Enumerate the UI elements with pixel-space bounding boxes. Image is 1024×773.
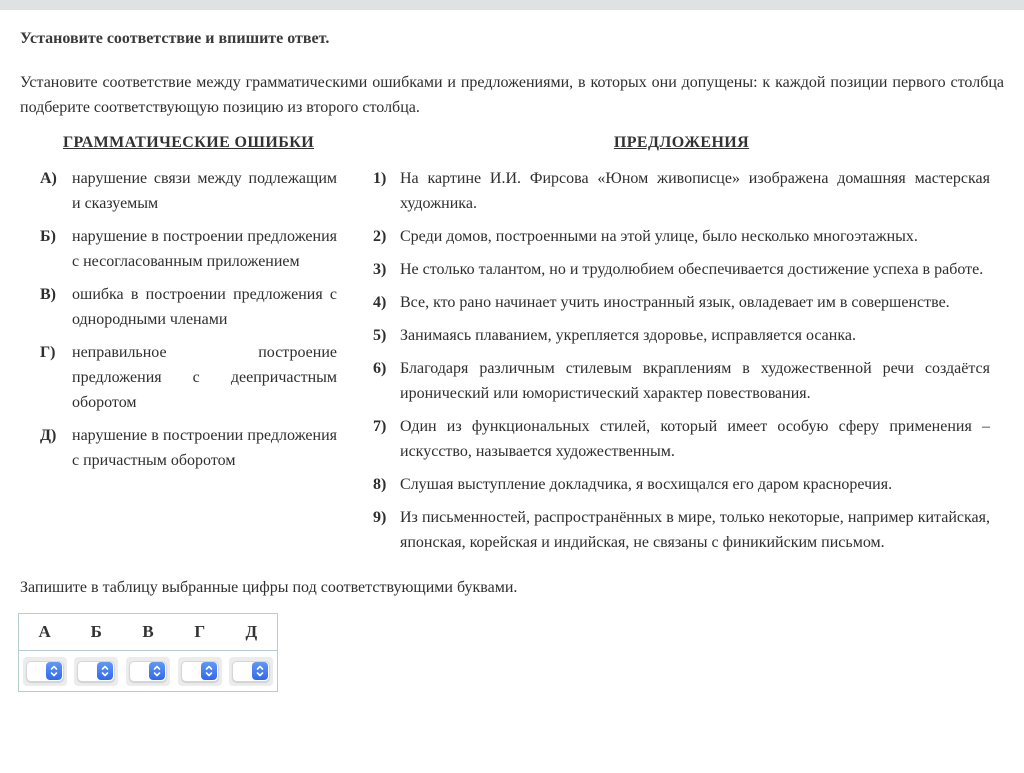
answer-instruction-text: Запишите в таблицу выбранные цифры под соответствующими буквами. bbox=[20, 579, 518, 596]
page-title: Установите соответствие и впишите ответ. bbox=[20, 30, 330, 47]
sentence-item-1 bbox=[373, 166, 990, 216]
error-item-text: нарушение в построении предложения с причастным оборотом bbox=[72, 427, 337, 469]
error-item-label: А) bbox=[40, 170, 57, 187]
stepper-arrows-icon bbox=[149, 662, 165, 680]
error-item-b bbox=[40, 224, 337, 274]
sentence-item-text: Не столько талантом, но и трудолюбием обеспечивается достижение успеха в работе. bbox=[400, 261, 984, 278]
stepper-arrows-icon bbox=[201, 662, 217, 680]
answer-column-header-d: Д bbox=[245, 622, 258, 641]
stepper-arrows-icon bbox=[252, 662, 268, 680]
errors-column-header: ГРАММАТИЧЕСКИЕ ОШИБКИ bbox=[62, 134, 315, 151]
error-item-text: нарушение связи между подлежащим и сказуемым bbox=[72, 170, 337, 212]
answer-column-header-v: В bbox=[142, 622, 154, 641]
sentence-item-text: Занимаясь плаванием, укрепляется здоровье, исправляется осанка. bbox=[400, 327, 856, 344]
sentence-item-3 bbox=[373, 257, 990, 282]
sentence-item-5 bbox=[373, 323, 990, 348]
error-item-text: ошибка в построении предложения с однородными членами bbox=[72, 286, 337, 328]
sentence-item-2 bbox=[373, 224, 990, 249]
sentence-item-label: 7) bbox=[373, 418, 387, 435]
answer-cell-g bbox=[174, 651, 226, 692]
sentence-item-7 bbox=[373, 414, 990, 464]
stepper-arrows-icon bbox=[97, 662, 113, 680]
sentence-item-text: Среди домов, построенными на этой улице, было несколько многоэтажных. bbox=[400, 228, 918, 245]
sentence-item-6 bbox=[373, 356, 990, 406]
sentence-item-label: 9) bbox=[373, 509, 387, 526]
error-item-a bbox=[40, 166, 337, 216]
answer-select-b[interactable] bbox=[74, 657, 118, 686]
sentence-item-text: На картине И.И. Фирсова «Юном живописце» изображена домашняя мастерская художника. bbox=[400, 170, 990, 212]
answer-select-d[interactable] bbox=[229, 657, 273, 686]
error-item-label: Б) bbox=[40, 228, 56, 245]
sentence-item-label: 3) bbox=[373, 261, 387, 278]
stepper-arrows-icon bbox=[46, 662, 62, 680]
answer-table bbox=[18, 613, 278, 692]
top-strip bbox=[0, 0, 1024, 10]
matching-columns bbox=[40, 134, 990, 563]
sentence-item-8 bbox=[373, 472, 990, 497]
error-item-d bbox=[40, 423, 337, 473]
answer-cell-v bbox=[122, 651, 174, 692]
answer-column-header-g: Г bbox=[194, 622, 206, 641]
task-intro-text: Установите соответствие между грамматическими ошибками и предложениями, в которых они допущены: к каждой позиции первого столбца подберите соответствующую позицию из второго столбца. bbox=[20, 74, 1004, 116]
error-item-label: Г) bbox=[40, 344, 56, 361]
error-item-v bbox=[40, 282, 337, 332]
sentences-column bbox=[373, 134, 990, 563]
sentence-item-label: 6) bbox=[373, 360, 387, 377]
sentence-item-label: 4) bbox=[373, 294, 387, 311]
sentence-item-label: 5) bbox=[373, 327, 387, 344]
error-item-text: нарушение в построении предложения с несогласованным приложением bbox=[72, 228, 337, 270]
answer-select-g[interactable] bbox=[178, 657, 222, 686]
answer-column-header-a: А bbox=[38, 622, 51, 641]
sentence-item-label: 8) bbox=[373, 476, 387, 493]
sentence-item-text: Один из функциональных стилей, который имеет особую сферу применения – искусство, называется художественным. bbox=[400, 418, 990, 460]
answer-table-input-row bbox=[19, 651, 278, 692]
sentences-column-header: ПРЕДЛОЖЕНИЯ bbox=[613, 134, 750, 151]
sentence-item-label: 1) bbox=[373, 170, 387, 187]
sentence-item-text: Слушая выступление докладчика, я восхищался его даром красноречия. bbox=[400, 476, 893, 493]
sentence-item-text: Все, кто рано начинает учить иностранный язык, овладевает им в совершенстве. bbox=[400, 294, 950, 311]
sentence-item-label: 2) bbox=[373, 228, 387, 245]
answer-select-v[interactable] bbox=[126, 657, 170, 686]
sentence-item-text: Из письменностей, распространённых в мире, только некоторые, например китайская, японская, корейская и индийская, не связаны с финикийским письмом. bbox=[400, 509, 990, 551]
error-item-g bbox=[40, 340, 337, 415]
error-item-label: Д) bbox=[40, 427, 57, 444]
sentence-item-9 bbox=[373, 505, 990, 555]
answer-cell-b bbox=[70, 651, 122, 692]
error-item-label: В) bbox=[40, 286, 56, 303]
answer-column-header-b: Б bbox=[90, 622, 102, 641]
answer-select-a[interactable] bbox=[23, 657, 67, 686]
answer-table-header-row bbox=[19, 614, 278, 651]
errors-column bbox=[40, 134, 337, 563]
answer-cell-d bbox=[226, 651, 278, 692]
error-item-text: неправильное построение предложения с деепричастным оборотом bbox=[72, 344, 337, 411]
sentence-item-4 bbox=[373, 290, 990, 315]
sentence-item-text: Благодаря различным стилевым вкраплениям в художественной речи создаётся иронический или юмористический характер повествования. bbox=[400, 360, 990, 402]
answer-cell-a bbox=[19, 651, 71, 692]
